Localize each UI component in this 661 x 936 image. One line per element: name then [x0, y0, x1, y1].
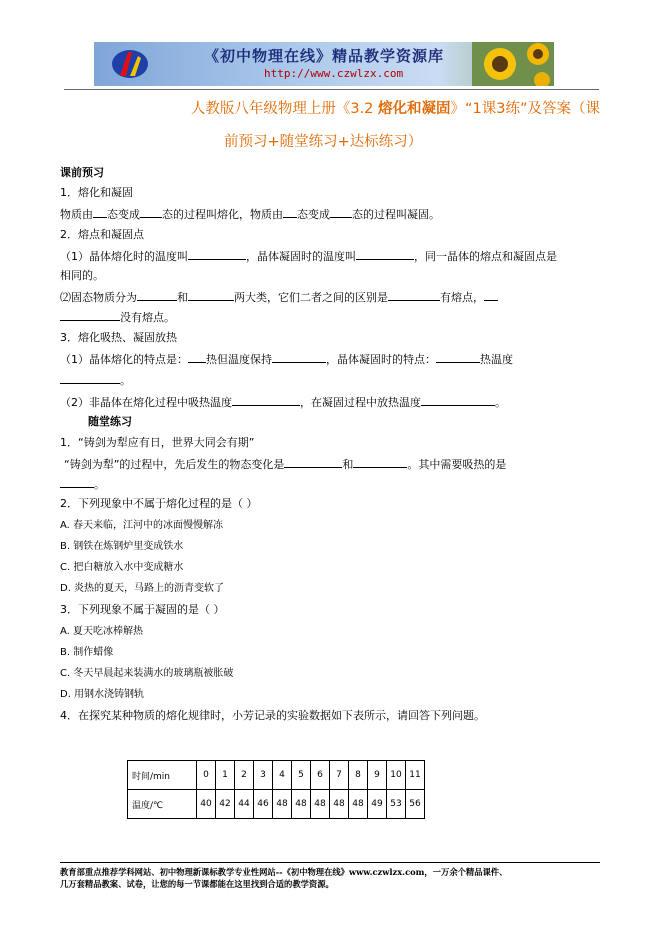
practice-q3-option-a: A. 夏天吃冰棒解热: [60, 626, 144, 637]
table-cell: 48: [273, 790, 292, 819]
preview-q3-title: 3．熔化吸热、凝固放热: [60, 331, 177, 344]
preview-q3-2-text: （2）非晶体在熔化过程中吸热温度 ，在凝固过程中放热温度 。: [60, 396, 506, 409]
table-cell: 46: [254, 790, 273, 819]
table-cell: 8: [349, 761, 368, 790]
practice-q4-text: 4．在探究某种物质的熔化规律时，小芳记录的实验数据如下表所示，请回答下列问题。: [60, 709, 485, 722]
section-heading-practice: 随堂练习: [88, 415, 132, 428]
practice-q1-answer-blank: 。: [60, 477, 105, 491]
section-heading-preview: 课前预习: [60, 166, 104, 179]
preview-q1-title: 1．熔化和凝固: [60, 186, 133, 199]
table-cell: 9: [368, 761, 387, 790]
table-cell: 48: [292, 790, 311, 819]
banner-title: 《初中物理在线》精品教学资源库: [204, 47, 445, 65]
document-title-line2: 前预习+随堂练习+达标练习）: [224, 134, 423, 150]
table-cell: 3: [254, 761, 273, 790]
preview-q2-2-text: ⑵固态物质分为 和 两大类，它们二者之间的区别是 有熔点，: [60, 290, 498, 304]
table-cell: 44: [235, 790, 254, 819]
preview-q3-1-text: （1）晶体熔化的特点是： 热但温度保持 ，晶体凝固时的特点： 热温度: [60, 353, 513, 366]
table-cell: 42: [216, 790, 235, 819]
header-divider: [64, 89, 599, 90]
table-row: [128, 790, 425, 819]
practice-q2-text: 2．下列现象中不属于熔化过程的是（ ）: [60, 497, 258, 510]
table-cell: 53: [387, 790, 406, 819]
practice-q1-text: 1．“铸剑为犁应有日，世界大同会有期”: [60, 436, 255, 449]
table-cell: 2: [235, 761, 254, 790]
table-cell: 7: [330, 761, 349, 790]
practice-q2-option-c: C. 把白糖放入水中变成糖水: [60, 562, 184, 573]
table-cell: 49: [368, 790, 387, 819]
table-cell: 11: [406, 761, 425, 790]
table-cell: 48: [330, 790, 349, 819]
table-row-label: 时间/min: [128, 761, 197, 790]
practice-q3-option-b: B. 制作蜡像: [60, 647, 114, 658]
table-cell: 40: [197, 790, 216, 819]
preview-q2-2-text-cont: 没有熔点。: [60, 310, 175, 324]
footer-line1: 教育部重点推荐学科网站、初中物理新课标教学专业性网站--《初中物理在线》www.czwlzx.com，一万余个精品课件、: [60, 867, 508, 877]
site-logo-icon: [110, 46, 150, 82]
table-cell: 48: [311, 790, 330, 819]
table-cell: 6: [311, 761, 330, 790]
preview-q1-text: 物质由 态变成 态的过程叫熔化，物质由 态变成 态的过程叫凝固。: [60, 208, 440, 221]
preview-q2-title: 2．熔点和凝固点: [60, 228, 144, 241]
footer-note: [60, 866, 600, 890]
site-banner[interactable]: [94, 42, 554, 86]
preview-q3-1-text-cont: 。: [60, 373, 131, 387]
table-cell: 56: [406, 790, 425, 819]
practice-q3-option-d: D. 用钢水浇铸钢轨: [60, 689, 145, 700]
table-row-label: 温度/℃: [128, 790, 197, 819]
practice-q2-option-a: A. 春天来临，江河中的冰面慢慢解冻: [60, 520, 224, 531]
practice-q3-text: 3．下列现象不属于凝固的是（ ）: [60, 603, 225, 616]
table-cell: 48: [349, 790, 368, 819]
table-cell: 1: [216, 761, 235, 790]
practice-q2-option-b: B. 钢铁在炼钢炉里变成铁水: [60, 541, 184, 552]
table-cell: 10: [387, 761, 406, 790]
preview-q2-1-text-cont: 相同的。: [60, 269, 104, 282]
table-row: [128, 761, 425, 790]
table-cell: 4: [273, 761, 292, 790]
footer-divider: [60, 862, 600, 863]
table-cell: 5: [292, 761, 311, 790]
practice-q3-option-c: C. 冬天早晨起来装满水的玻璃瓶被胀破: [60, 668, 234, 679]
banner-url[interactable]: http://www.czwlzx.com: [264, 67, 404, 80]
table-cell: 0: [197, 761, 216, 790]
preview-q2-1-text: （1）晶体熔化时的温度叫 ，晶体凝固时的温度叫 ，同一晶体的熔点和凝固点是: [60, 250, 557, 263]
melting-data-table: [127, 760, 425, 819]
document-title-line1: 人教版八年级物理上册《3.2 熔化和凝固》“1课3练”及答案（课: [190, 101, 600, 117]
sunflower-image: [472, 42, 554, 86]
practice-q2-option-d: D. 炎热的夏天，马路上的沥青变软了: [60, 583, 225, 594]
footer-line2: 几万套精品教案、试卷，让您的每一节课都能在这里找到合适的教学资源。: [60, 879, 334, 889]
practice-q1-text-cont: “铸剑为犁”的过程中，先后发生的物态变化是 和 。其中需要吸热的是: [64, 458, 507, 471]
